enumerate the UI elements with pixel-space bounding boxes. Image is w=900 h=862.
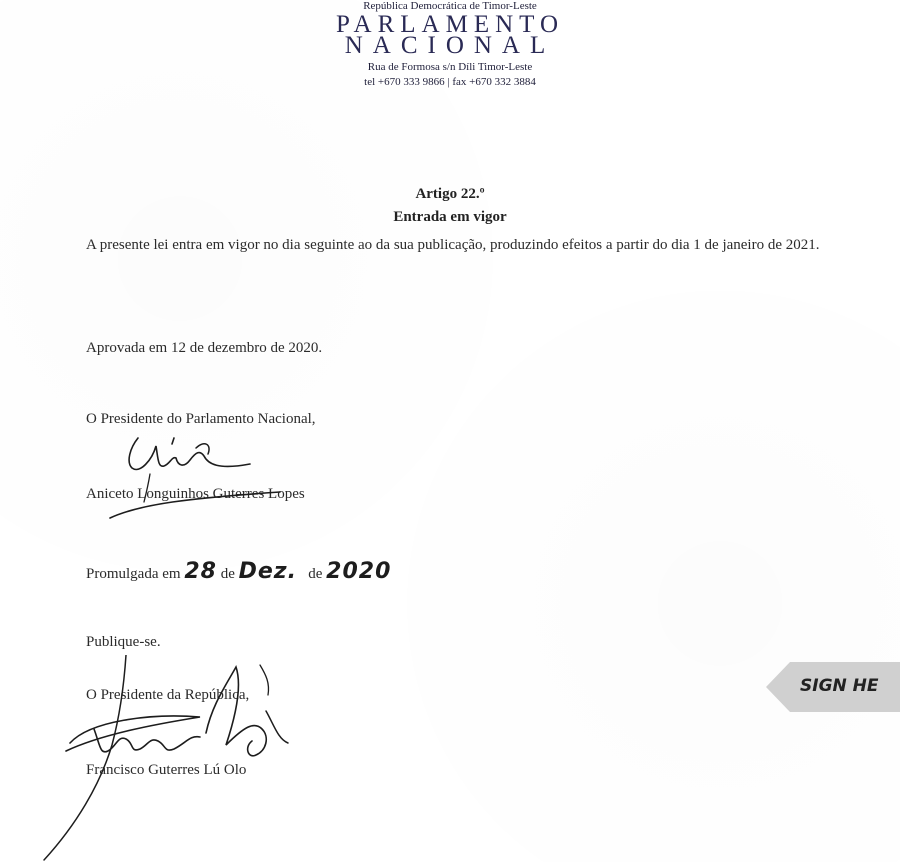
republic-president-role: O Presidente da República, xyxy=(86,687,250,703)
parliament-president-name: Aniceto Longuinhos Guterres Lopes xyxy=(86,486,305,502)
sign-here-tab[interactable] xyxy=(766,660,900,714)
parliament-president-role: O Presidente do Parlamento Nacional, xyxy=(86,411,316,427)
letterhead-name-line2: NACIONAL xyxy=(344,32,556,59)
parliament-president-signature xyxy=(100,420,320,530)
publish-text: Publique-se. xyxy=(86,634,161,650)
promulgation-line xyxy=(86,560,846,586)
article-title: Entrada em vigor xyxy=(393,209,507,225)
approval-text: Aprovada em 12 de dezembro de 2020. xyxy=(86,340,323,356)
republic-president-name: Francisco Guterres Lú Olo xyxy=(86,762,247,778)
promulgation-sep2: de xyxy=(308,566,323,582)
article-text: A presente lei entra em vigor no dia seguinte ao da sua publicação, produzindo efeitos a partir do dia 1 de janeiro de 2021. xyxy=(86,237,820,253)
promulgation-prefix: Promulgada em xyxy=(86,566,181,582)
letterhead-address: Rua de Formosa s/n Díli Timor-Leste xyxy=(367,61,533,73)
letterhead-country: República Democrática de Timor-Leste xyxy=(363,0,537,12)
letterhead-name-line1: PARLAMENTO xyxy=(335,11,565,38)
letterhead-contact: tel +670 333 9866 | fax +670 332 3884 xyxy=(364,76,536,88)
promulgation-sep1: de xyxy=(220,566,235,582)
sign-here-label: SIGN HE xyxy=(800,676,879,696)
promulgation-day: 28 xyxy=(184,559,217,584)
promulgation-month: Dez. xyxy=(238,559,297,584)
article-number: Artigo 22.º xyxy=(415,186,485,202)
promulgation-year: 2020 xyxy=(326,559,392,584)
